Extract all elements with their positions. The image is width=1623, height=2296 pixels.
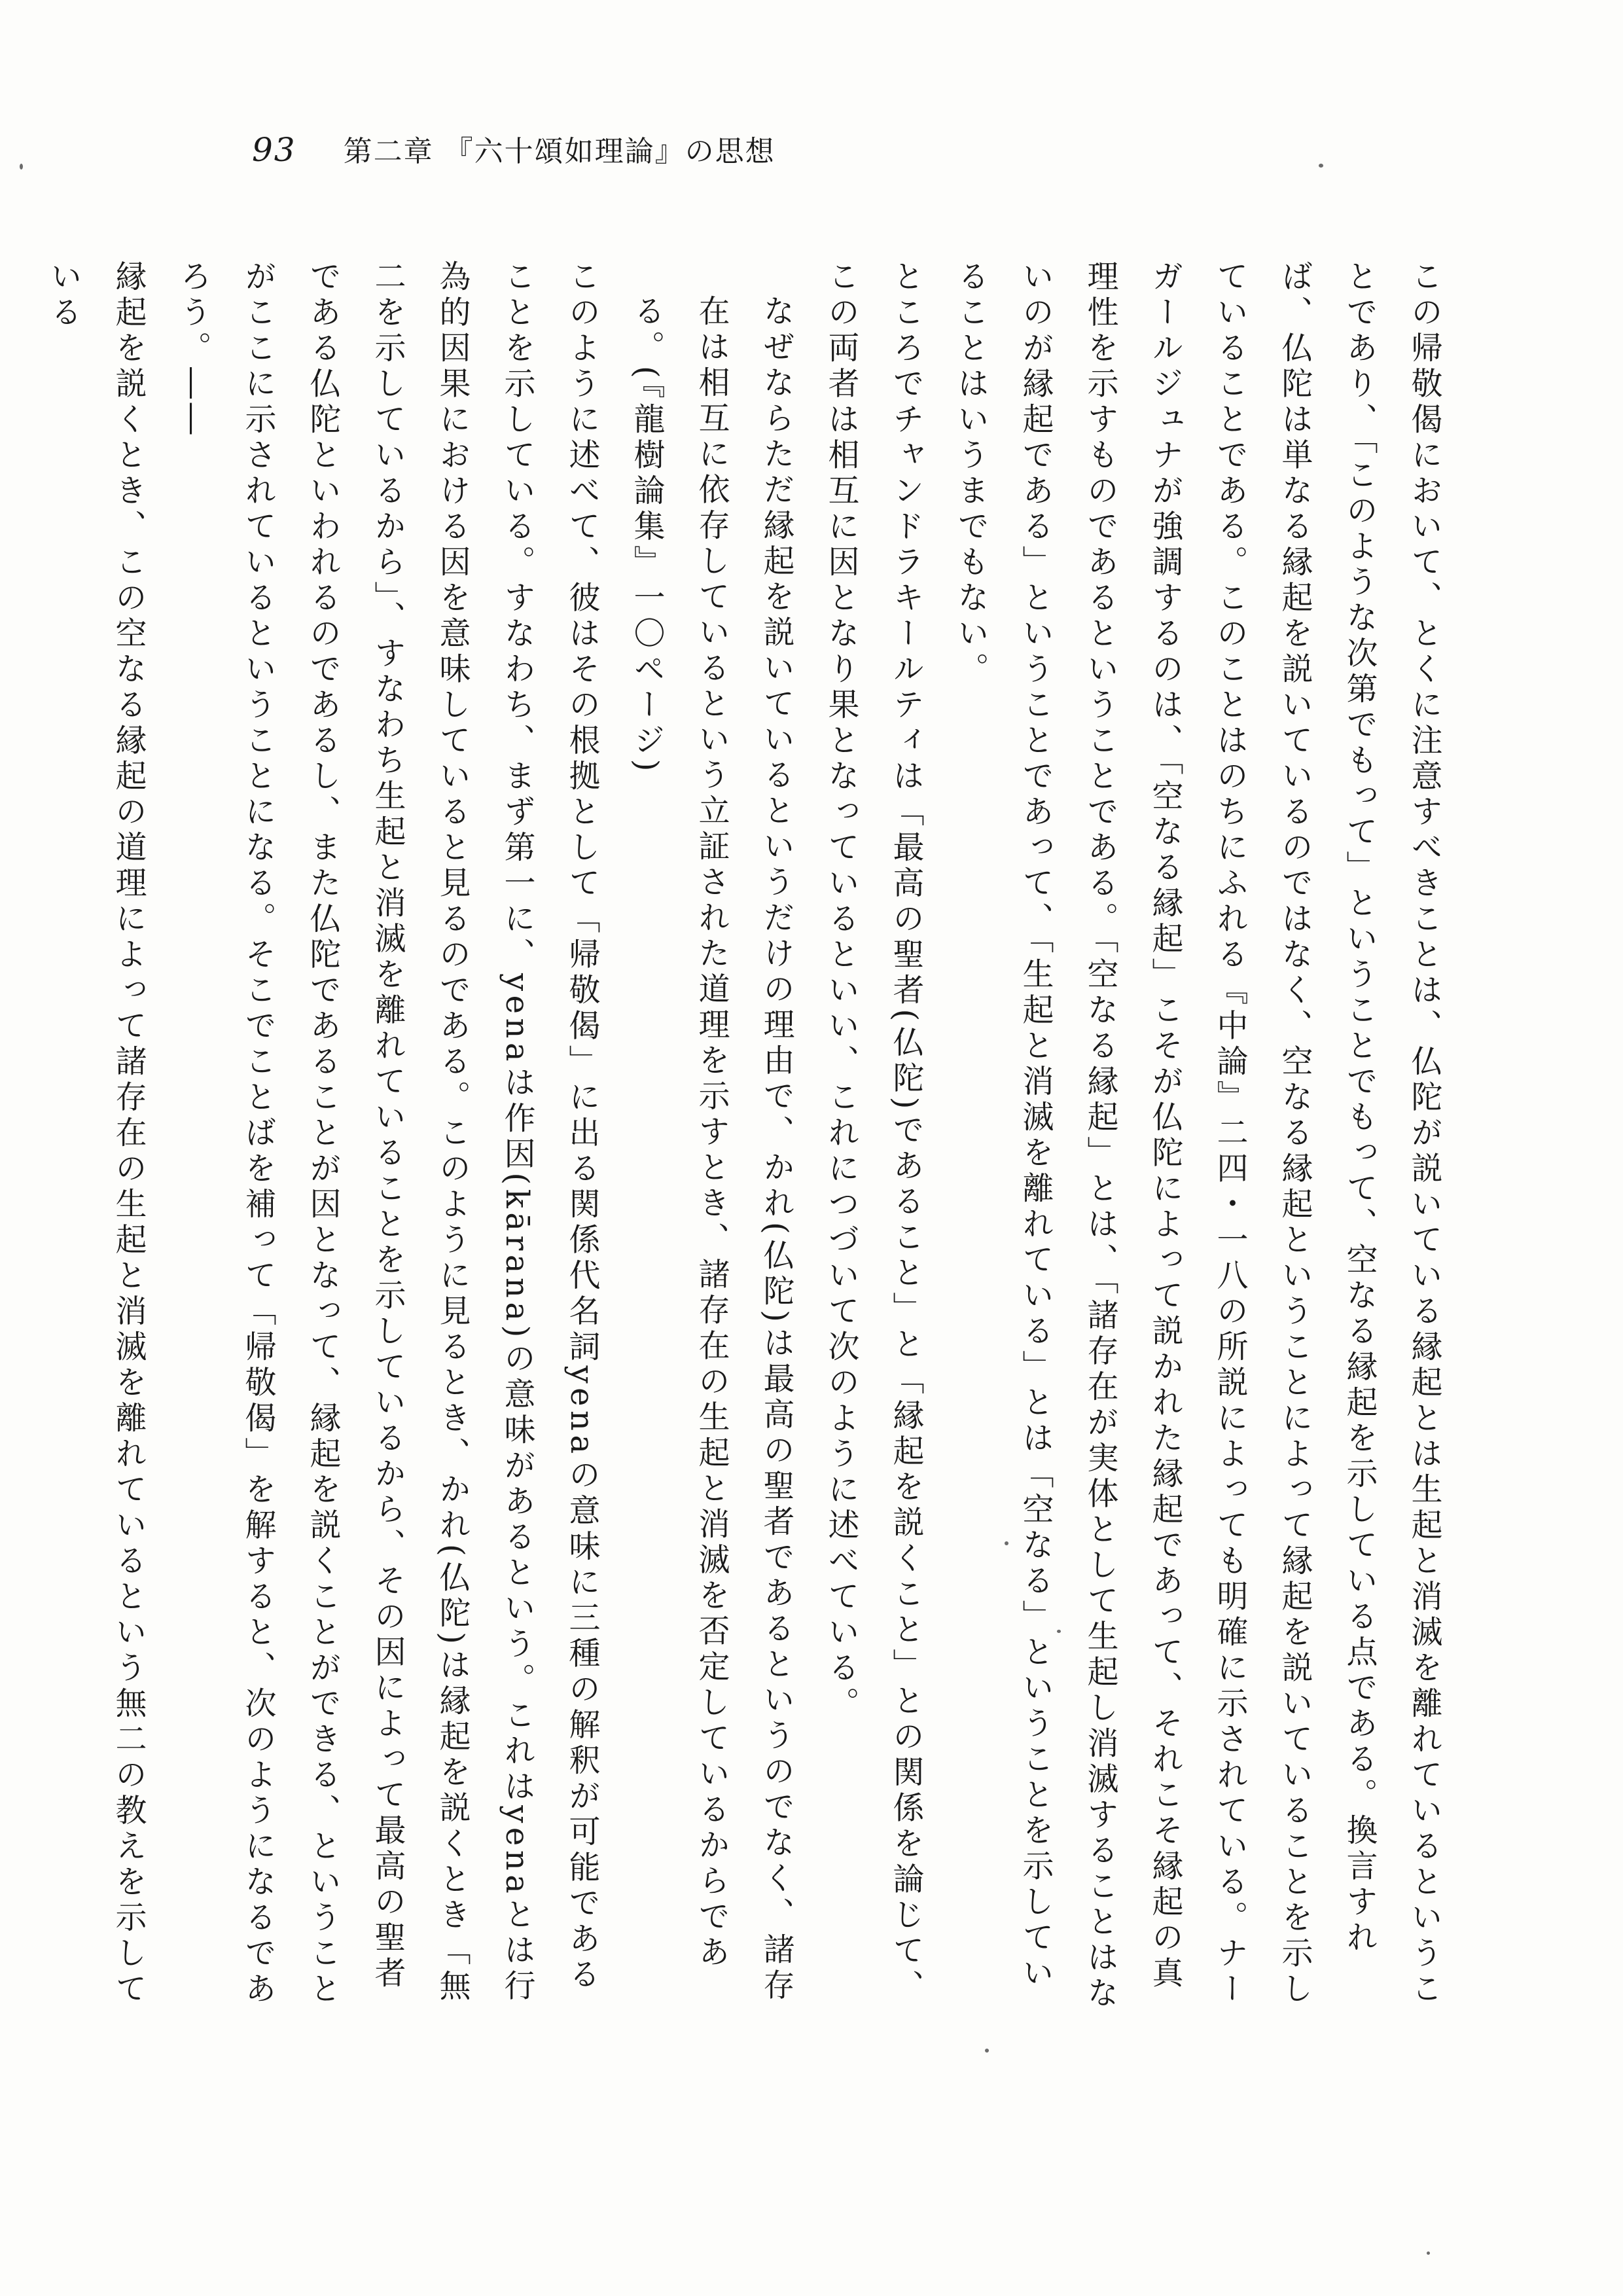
scan-speckle bbox=[1057, 1630, 1061, 1633]
paragraph-3-text: このように述べて、彼はその根拠として「帰敬偈」に出る関係代名詞yenaの意味に三種の解釈が可能であることを示している。すなわち、まず第一に、yenaは作因(kārana)の意味があるという。これはyenaとは行為的因果における因を意味していると見るのである。このように見るとき、かれ(仏陀)は縁起を説くとき「無二を示しているから」、すなわち生起と消滅を離れていることを示しているから、その因によって最高の聖者である仏陀といわれるのであるし、また仏陀であることが因となって、縁起を説くことができる、ということがここに示されているということになる。そこでことばを補って「帰敬偈」を解すると、次のようになるであろう。 bbox=[175, 260, 600, 2008]
running-head bbox=[252, 128, 776, 167]
page-number: 93 bbox=[252, 131, 296, 169]
block-quote-source: (『龍樹論集』一〇ページ) bbox=[628, 366, 665, 776]
scan-speckle bbox=[985, 2049, 989, 2053]
scan-speckle bbox=[1427, 2251, 1430, 2255]
paragraph-1: この帰敬偈において、とくに注意すべきことは、仏陀が説いている縁起とは生起と消滅を離れているということであり、「このような次第でもって」ということでもって、空なる縁起を示している点である。換言すれば、仏陀は単なる縁起を説いているのではなく、空なる縁起ということによって縁起を説いていることを示していることである。このことはのちにふれる『中論』二四・一八の所説によっても明確に示されている。ナーガールジュナが強調するのは、「空なる縁起」こそが仏陀によって説かれた縁起であって、それこそ縁起の真理性を示すものであるということである。「空なる縁起」とは、「諸存在が実体として生起し消滅することはないのが縁起である」ということであって、「生起と消滅を離れている」とは「空なる」ということを示していることはいうまでもない。 bbox=[952, 260, 1442, 2012]
scan-speckle bbox=[20, 164, 23, 170]
paragraph-3 bbox=[160, 223, 614, 2022]
block-quote bbox=[614, 223, 808, 2022]
scan-speckle bbox=[1319, 164, 1323, 168]
paragraph-2: ところでチャンドラキールティは「最高の聖者(仏陀)であること」と「縁起を説くこと」との関係を論じて、この両者は相互に因となり果となっているといい、これにつづいて次のように述べている。 bbox=[823, 260, 924, 2005]
em-dash: ―― bbox=[175, 367, 211, 439]
block-quote-text: なぜならただ縁起を説いているというだけの理由で、かれ(仏陀)は最高の聖者であるというのでなく、諸存在は相互に依存しているという立証された道理を示すとき、諸存在の生起と消滅を否定しているからである。 bbox=[628, 295, 794, 2004]
scan-speckle bbox=[1005, 1541, 1008, 1545]
chapter-title: 第二章 『六十頌如理論』の思想 bbox=[343, 135, 776, 168]
vertical-body-text bbox=[45, 223, 1456, 2022]
paragraph-4: 縁起を説くとき、この空なる縁起の道理によって諸存在の生起と消滅を離れているという無二の教えを示している bbox=[45, 260, 147, 2008]
